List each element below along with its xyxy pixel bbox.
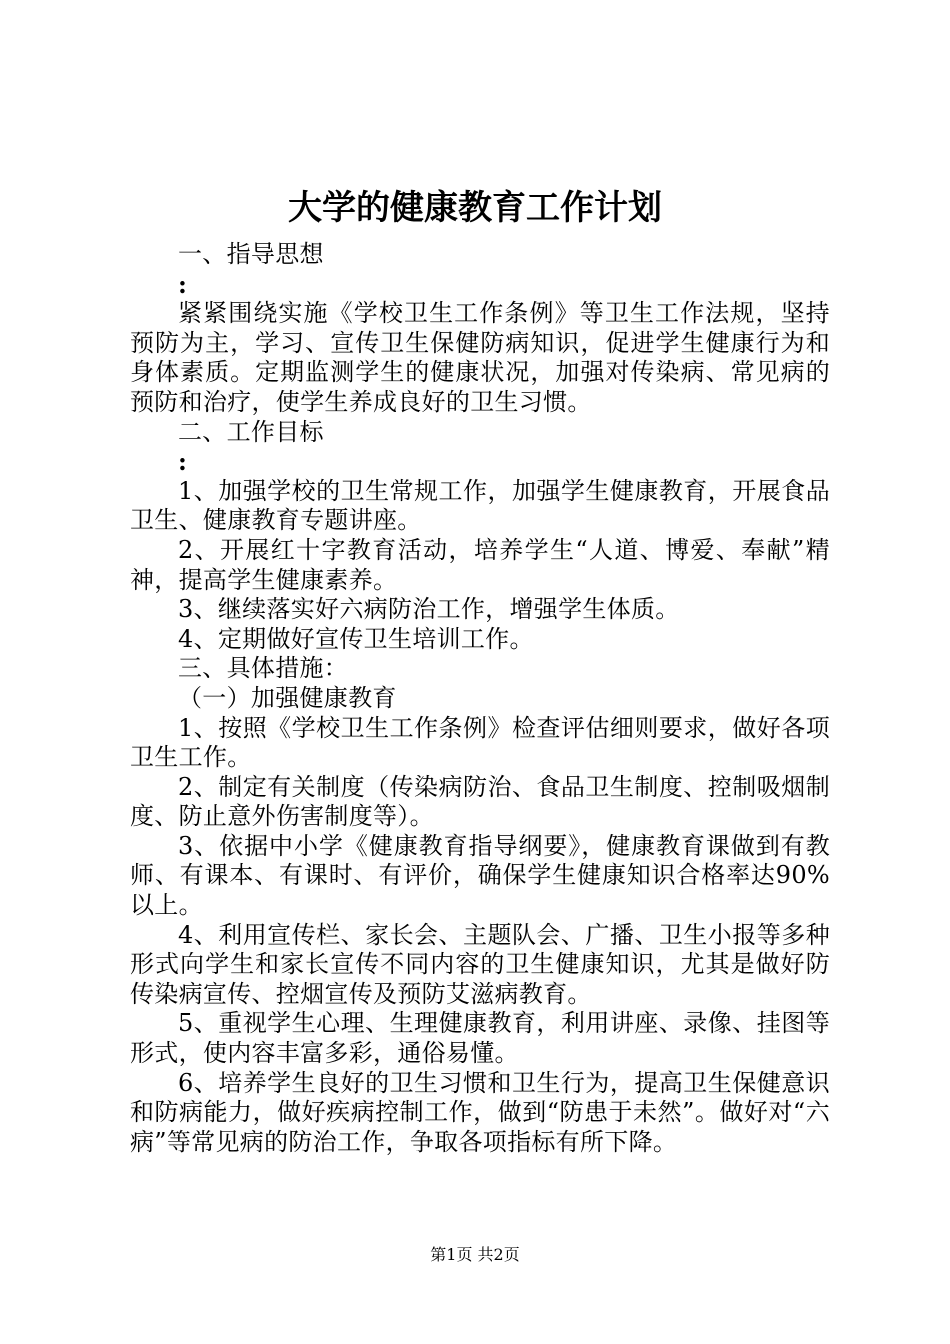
- measure-item-1: 1、按照《学校卫生工作条例》检查评估细则要求，做好各项卫生工作。: [130, 713, 830, 772]
- paragraph-guiding-ideology: 紧紧围绕实施《学校卫生工作条例》等卫生工作法规，坚持预防为主，学习、宣传卫生保健防病知识，促进学生健康行为和身体素质。定期监测学生的健康状况，加强对传染病、常见病的预防和治疗，使学生养成良好的卫生习惯。: [130, 299, 830, 416]
- page-title: 大学的健康教育工作计划: [288, 188, 662, 228]
- measure-item-5: 5、重视学生心理、生理健康教育，利用讲座、录像、挂图等形式，使内容丰富多彩，通俗易懂。: [130, 1009, 830, 1068]
- document-body: [130, 240, 830, 1157]
- goal-item-3: 3、继续落实好六病防治工作，增强学生体质。: [178, 595, 680, 624]
- colon-line: :: [178, 447, 188, 477]
- subsection-heading-health-education: （一）加强健康教育: [178, 683, 397, 712]
- measure-item-2: 2、制定有关制度（传染病防治、食品卫生制度、控制吸烟制度、防止意外伤害制度等）。: [130, 772, 830, 831]
- goal-item-2: 2、开展红十字教育活动，培养学生“人道、博爱、奉献”精神，提高学生健康素养。: [130, 535, 830, 594]
- section-heading-measures: 三、具体措施：: [178, 654, 349, 683]
- measure-item-6: 6、培养学生良好的卫生习惯和卫生行为，提高卫生保健意识和防病能力，做好疾病控制工作，做到“防患于未然”。做好对“六病”等常见病的防治工作，争取各项指标有所下降。: [130, 1068, 830, 1156]
- page-number-footer: 第1页 共2页: [430, 1245, 520, 1264]
- measure-item-4: 4、利用宣传栏、家长会、主题队会、广播、卫生小报等多种形式向学生和家长宣传不同内容的卫生健康知识，尤其是做好防传染病宣传、控烟宣传及预防艾滋病教育。: [130, 920, 830, 1008]
- colon-line: :: [178, 269, 188, 299]
- section-heading-guiding-ideology: 一、指导思想: [178, 240, 324, 268]
- goal-item-1: 1、加强学校的卫生常规工作，加强学生健康教育，开展食品卫生、健康教育专题讲座。: [130, 476, 830, 535]
- goal-item-4: 4、定期做好宣传卫生培训工作。: [178, 624, 534, 653]
- section-heading-work-goals: 二、工作目标: [178, 417, 324, 446]
- measure-item-3: 3、依据中小学《健康教育指导纲要》，健康教育课做到有教师、有课本、有课时、有评价，确保学生健康知识合格率达90%以上。: [130, 831, 830, 920]
